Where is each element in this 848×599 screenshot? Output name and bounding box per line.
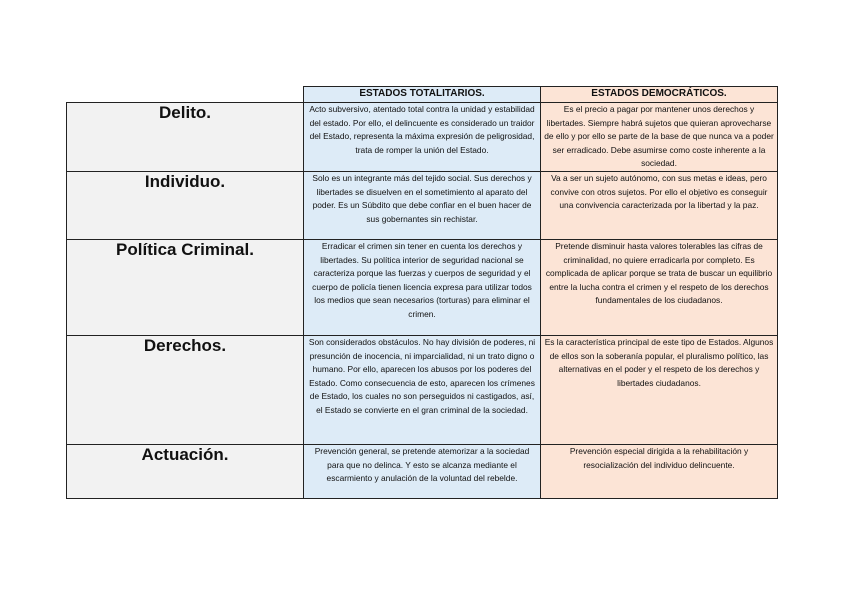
cell-individuo-totalitarios: Solo es un integrante más del tejido social. Sus derechos y libertades se disuelven en el sometimiento al aparato del poder. Es un Súbdito que debe confiar en el buen hacer de sus gobernantes sin rechistar. [304,171,541,239]
header-row [67,87,778,103]
row-label-politica-criminal: Política Criminal. [67,239,304,335]
header-estados-democraticos: ESTADOS DEMOCRÁTICOS. [541,87,778,103]
table-row-politica-criminal [67,239,778,335]
cell-individuo-democraticos: Va a ser un sujeto autónomo, con sus metas e ideas, pero convive con otros sujetos. Por ello el objetivo es conseguir una convivencia caracterizada por la libertad y la paz. [541,171,778,239]
cell-actuacion-democraticos: Prevención especial dirigida a la rehabilitación y resocialización del individuo delincuente. [541,444,778,498]
row-label-derechos: Derechos. [67,335,304,444]
empty-corner-cell [67,87,304,103]
row-label-delito: Delito. [67,103,304,172]
cell-politica-criminal-totalitarios: Erradicar el crimen sin tener en cuenta los derechos y libertades. Su política interior de seguridad nacional se caracteriza porque las fuerzas y cuerpos de seguridad y el cuerpo de policía tienen licencia expresa para utilizar todos los medios que sean necesarios (torturas) para eliminar el crimen. [304,239,541,335]
comparison-table [66,86,778,499]
row-label-actuacion: Actuación. [67,444,304,498]
cell-derechos-totalitarios: Son considerados obstáculos. No hay división de poderes, ni presunción de inocencia, ni imparcialidad, ni un trato digno o humano. Por ello, aparecen los abusos por los poderes del Estado. Como consecuencia de esto, aparecen los crímenes de Estado, los cuales no son perseguidos ni castigados, así, el Estado se convierte en el gran criminal de la sociedad. [304,335,541,444]
table-row-derechos [67,335,778,444]
row-label-individuo: Individuo. [67,171,304,239]
header-estados-totalitarios: ESTADOS TOTALITARIOS. [304,87,541,103]
cell-actuacion-totalitarios: Prevención general, se pretende atemorizar a la sociedad para que no delinca. Y esto se alcanza mediante el escarmiento y anulación de la voluntad del rebelde. [304,444,541,498]
table-row-delito [67,103,778,172]
cell-derechos-democraticos: Es la característica principal de este tipo de Estados. Algunos de ellos son la soberanía popular, el pluralismo político, las alternativas en el poder y el respeto de los derechos y libertades ciudadanos. [541,335,778,444]
table-row-actuacion [67,444,778,498]
table-row-individuo [67,171,778,239]
cell-politica-criminal-democraticos: Pretende disminuir hasta valores tolerables las cifras de criminalidad, no quiere erradicarla por completo. Es complicada de aplicar porque se trata de buscar un equilibrio entre la lucha contra el crimen y el respeto de los derechos fundamentales de los ciudadanos. [541,239,778,335]
cell-delito-democraticos: Es el precio a pagar por mantener unos derechos y libertades. Siempre habrá sujetos que quieran aprovecharse de ello y por ello se parte de la base de que nunca va a poder ser erradicado. Debe asumirse como coste inherente a la sociedad. [541,103,778,172]
cell-delito-totalitarios: Acto subversivo, atentado total contra la unidad y estabilidad del estado. Por ello, el delincuente es considerado un traidor del Estado, representa la máxima expresión de peligrosidad, trata de romper la unión del Estado. [304,103,541,172]
